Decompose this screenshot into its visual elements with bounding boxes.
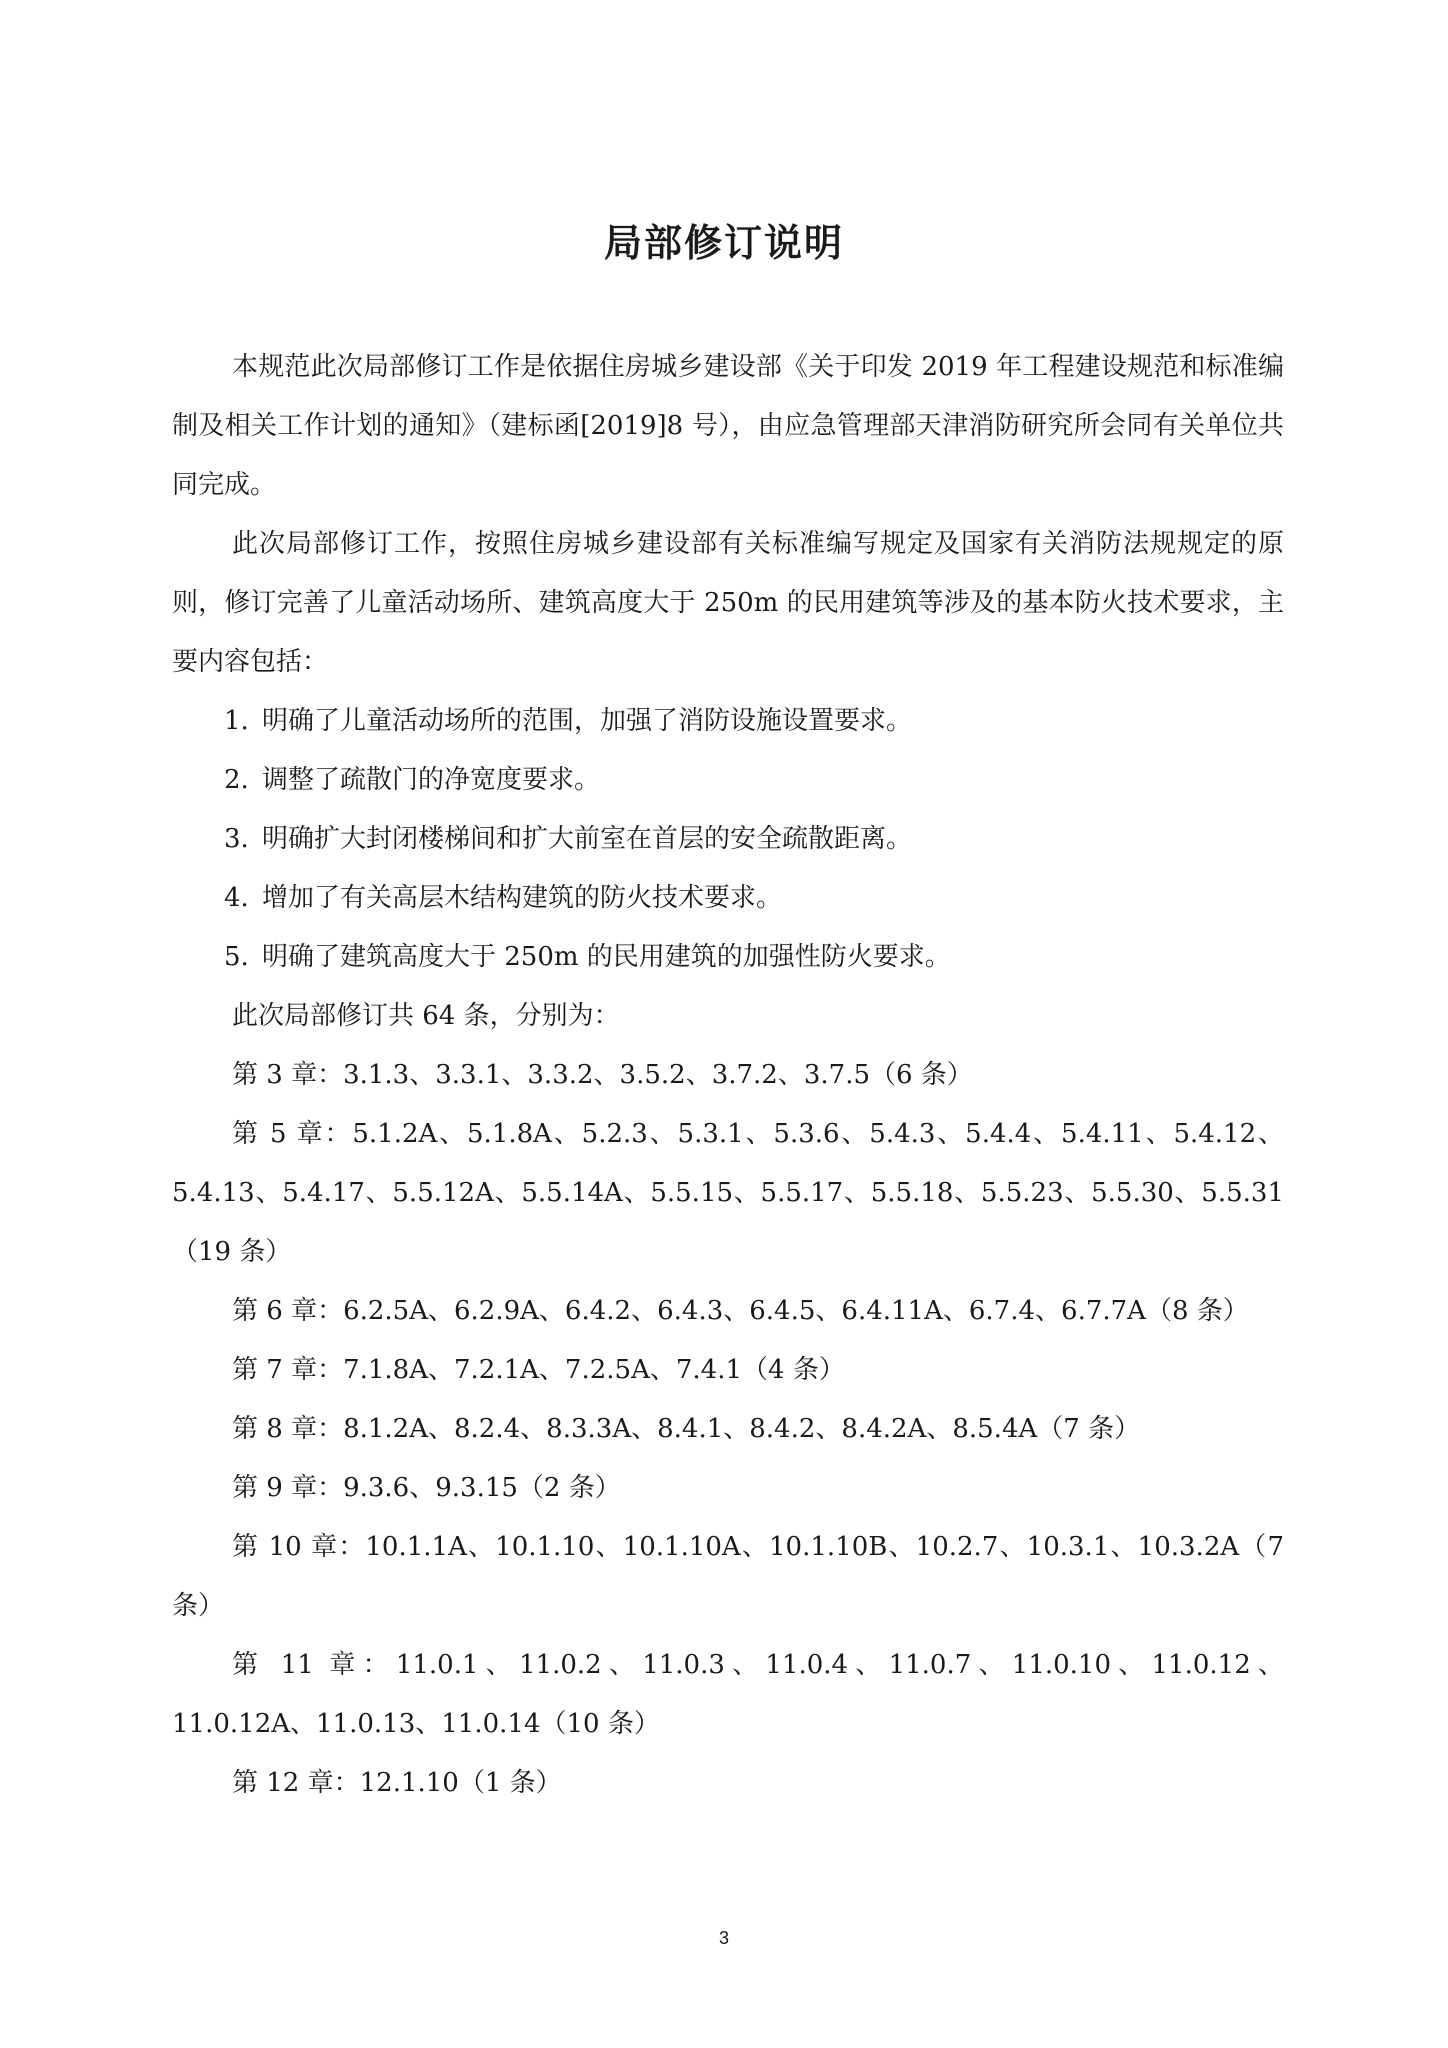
- intro-paragraph: 本规范此次局部修订工作是依据住房城乡建设部《关于印发 2019 年工程建设规范和标准编制及相关工作计划的通知》（建标函[2019]8 号），由应急管理部天津消防研究所会同有关单位共同完成。: [172, 352, 1284, 500]
- list-item-number: 2.: [224, 765, 249, 795]
- list-item-number: 5.: [224, 942, 249, 972]
- list-item: [172, 869, 1284, 928]
- chapter-revision-line: 第 9 章：9.3.6、9.3.15（2 条）: [232, 1473, 621, 1503]
- summary-line: 此次局部修订共 64 条，分别为：: [232, 1001, 620, 1031]
- list-item-text: 增加了有关高层木结构建筑的防火技术要求。: [262, 883, 783, 913]
- list-item: [172, 928, 1284, 987]
- list-item: [172, 692, 1284, 751]
- intro-paragraph: 此次局部修订工作，按照住房城乡建设部有关标准编写规定及国家有关消防法规规定的原则，修订完善了儿童活动场所、建筑高度大于 250m 的民用建筑等涉及的基本防火技术要求，主要内容包括：: [172, 529, 1284, 677]
- chapter-revision-line: 第 3 章：3.1.3、3.3.1、3.3.2、3.5.2、3.7.2、3.7.5（6 条）: [232, 1060, 973, 1090]
- chapter-revision-line: 第 12 章：12.1.10（1 条）: [232, 1768, 562, 1798]
- page-title: 局部修订说明: [603, 220, 844, 265]
- chapter-revision-line: 第 6 章：6.2.5A、6.2.9A、6.4.2、6.4.3、6.4.5、6.4.11A、6.7.4、6.7.7A（8 条）: [232, 1296, 1249, 1326]
- list-item-text: 调整了疏散门的净宽度要求。: [262, 765, 601, 795]
- chapter-revision-line: 第 5 章：5.1.2A、5.1.8A、5.2.3、5.3.1、5.3.6、5.4.3、5.4.4、5.4.11、5.4.12、5.4.13、5.4.17、5.5.12A、5.5.14A、5.5.15、5.5.17、5.5.18、5.5.23、5.5.30、5.5.31（19 条）: [172, 1119, 1284, 1267]
- chapter-revision-line: 第 10 章：10.1.1A、10.1.10、10.1.10A、10.1.10B、10.2.7、10.3.1、10.3.2A（7 条）: [172, 1532, 1284, 1621]
- list-item-number: 4.: [224, 883, 249, 913]
- list-item-number: 3.: [224, 824, 249, 854]
- chapter-revision-line: 第 11 章：11.0.1、11.0.2、11.0.3、11.0.4、11.0.7、11.0.10、11.0.12、11.0.12A、11.0.13、11.0.14（10 条）: [172, 1650, 1284, 1739]
- list-item: [172, 751, 1284, 810]
- list-item-text: 明确了建筑高度大于 250m 的民用建筑的加强性防火要求。: [262, 942, 951, 972]
- list-item-text: 明确了儿童活动场所的范围，加强了消防设施设置要求。: [262, 706, 913, 736]
- list-item-text: 明确扩大封闭楼梯间和扩大前室在首层的安全疏散距离。: [262, 824, 913, 854]
- list-item: [172, 810, 1284, 869]
- document-body: [172, 338, 1284, 1813]
- page-number: 3: [718, 1928, 729, 1948]
- list-item-number: 1.: [224, 706, 249, 736]
- chapter-revision-line: 第 7 章：7.1.8A、7.2.1A、7.2.5A、7.4.1（4 条）: [232, 1355, 845, 1385]
- chapter-revision-line: 第 8 章：8.1.2A、8.2.4、8.3.3A、8.4.1、8.4.2、8.4.2A、8.5.4A（7 条）: [232, 1414, 1141, 1444]
